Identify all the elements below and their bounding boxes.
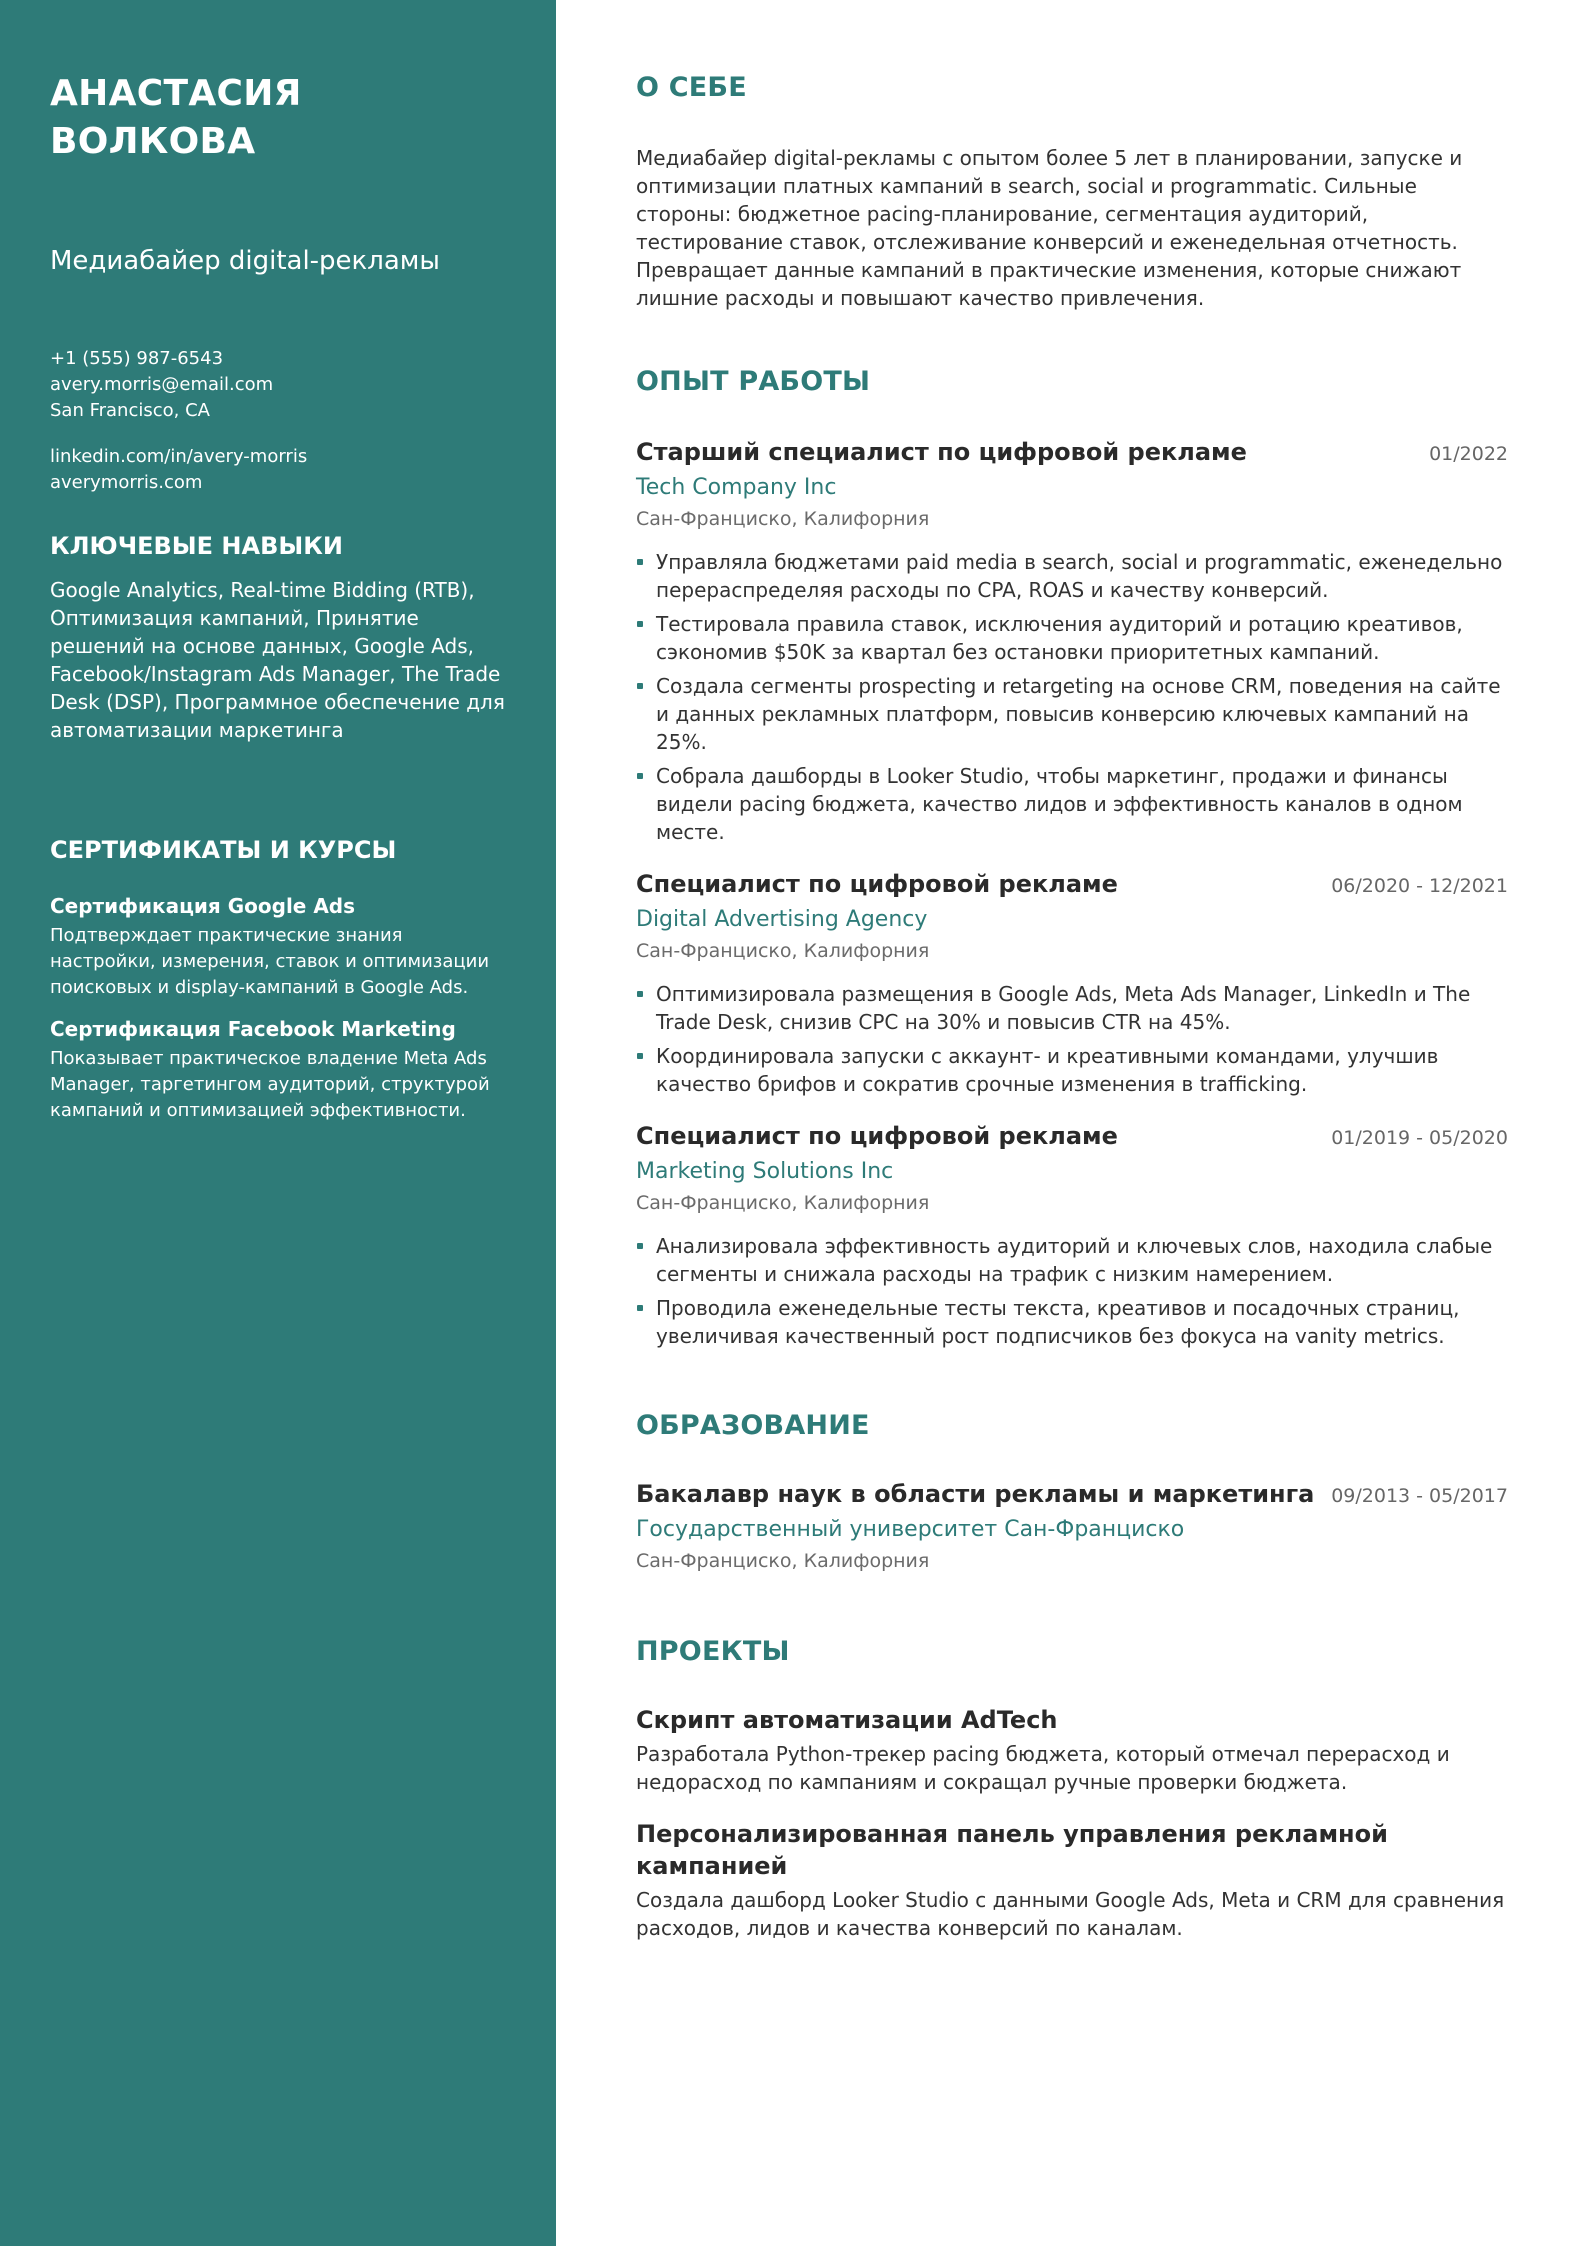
education-degree: Бакалавр наук в области рекламы и маркетинга	[636, 1480, 1315, 1508]
job-date: 06/2020 - 12/2021	[1331, 875, 1508, 897]
candidate-role: Медиабайер digital-рекламы	[50, 246, 440, 276]
main-content	[636, 70, 1508, 1942]
experience-heading: ОПЫТ РАБОТЫ	[636, 366, 871, 397]
contact-location: San Francisco, CA	[50, 400, 210, 421]
projects-heading: ПРОЕКТЫ	[636, 1636, 790, 1667]
job-title: Специалист по цифровой рекламе	[636, 870, 1118, 898]
job-date: 01/2022	[1429, 443, 1508, 465]
job-company: Digital Advertising Agency	[636, 907, 928, 932]
project-list	[636, 1704, 1508, 1942]
contact-linkedin[interactable]: linkedin.com/in/avery-morris	[50, 446, 308, 467]
job-bullet: Оптимизировала размещения в Google Ads, Meta Ads Manager, LinkedIn и The Trade Desk, снизив CPC на 30% и повысив CTR на 45%.	[636, 980, 1508, 1036]
skills-heading: КЛЮЧЕВЫЕ НАВЫКИ	[50, 532, 343, 560]
education-header	[636, 1478, 1508, 1510]
job-header	[636, 1120, 1508, 1152]
project-item	[636, 1704, 1508, 1796]
education-heading: ОБРАЗОВАНИЕ	[636, 1410, 870, 1441]
contact-links	[50, 444, 506, 496]
certs-heading: СЕРТИФИКАТЫ И КУРСЫ	[50, 836, 397, 864]
cert-description: Показывает практическое владение Meta Ads Manager, таргетингом аудиторий, структурой кампаний и оптимизацией эффективности.	[50, 1048, 490, 1121]
job-bullets	[636, 980, 1508, 1098]
job-header	[636, 868, 1508, 900]
job-date: 01/2019 - 05/2020	[1331, 1127, 1508, 1149]
cert-item	[50, 892, 506, 1001]
job-bullet: Управляла бюджетами paid media в search, social и programmatic, еженедельно перераспределяя расходы по CPA, ROAS и качеству конверсий.	[636, 548, 1508, 604]
job-bullet: Собрала дашборды в Looker Studio, чтобы маркетинг, продажи и финансы видели pacing бюджета, качество лидов и эффективность каналов в одном месте.	[636, 762, 1508, 846]
job-location: Сан-Франциско, Калифорния	[636, 940, 930, 962]
about-heading: О СЕБЕ	[636, 72, 747, 103]
education-entry	[636, 1478, 1508, 1576]
project-description: Создала дашборд Looker Studio с данными Google Ads, Meta и CRM для сравнения расходов, лидов и качества конверсий по каналам.	[636, 1888, 1505, 1940]
project-item	[636, 1818, 1508, 1942]
job-bullet: Тестировала правила ставок, исключения аудиторий и ротацию креативов, сэкономив $50K за квартал без остановки приоритетных кампаний.	[636, 610, 1508, 666]
job-bullet: Создала сегменты prospecting и retargeting на основе CRM, поведения на сайте и данных рекламных платформ, повысив конверсию ключевых кампаний на 25%.	[636, 672, 1508, 756]
project-title: Скрипт автоматизации AdTech	[636, 1706, 1058, 1734]
cert-item	[50, 1015, 506, 1124]
contact-phone: +1 (555) 987-6543	[50, 348, 224, 369]
education-school: Государственный университет Сан-Франциско	[636, 1517, 1185, 1542]
education-location: Сан-Франциско, Калифорния	[636, 1550, 930, 1572]
job-bullet: Проводила еженедельные тесты текста, креативов и посадочных страниц, увеличивая качественный рост подписчиков без фокуса на vanity metrics.	[636, 1294, 1508, 1350]
job-bullet: Координировала запуски с аккаунт- и креативными командами, улучшив качество брифов и сократив срочные изменения в trafficking.	[636, 1042, 1508, 1098]
job-title: Старший специалист по цифровой рекламе	[636, 438, 1247, 466]
candidate-name: АНАСТАСИЯ ВОЛКОВА	[50, 73, 302, 162]
job-company: Tech Company Inc	[636, 475, 837, 500]
job-list	[636, 436, 1508, 1350]
job-location: Сан-Франциско, Калифорния	[636, 1192, 930, 1214]
job-location: Сан-Франциско, Калифорния	[636, 508, 930, 530]
job-title: Специалист по цифровой рекламе	[636, 1122, 1118, 1150]
about-text: Медиабайер digital-рекламы с опытом более 5 лет в планировании, запуске и оптимизации платных кампаний в search, social и programmatic. Сильные стороны: бюджетное pacing-планирование, сегментация аудиторий, тестирование ставок, отслеживание конверсий и еженедельная отчетность. Превращает данные кампаний в практические изменения, которые снижают лишние расходы и повышают качество привлечения.	[636, 146, 1463, 310]
job-company: Marketing Solutions Inc	[636, 1159, 894, 1184]
job-entry	[636, 868, 1508, 1098]
contact-primary	[50, 346, 506, 424]
cert-title: Сертификация Google Ads	[50, 894, 356, 918]
cert-list	[50, 892, 506, 1124]
cert-title: Сертификация Facebook Marketing	[50, 1017, 456, 1041]
contact-info	[50, 346, 506, 496]
job-bullets	[636, 548, 1508, 846]
skills-text: Google Analytics, Real-time Bidding (RTB), Оптимизация кампаний, Принятие решений на основе данных, Google Ads, Facebook/Instagram Ads Manager, The Trade Desk (DSP), Программное обеспечение для автоматизации маркетинга	[50, 578, 505, 742]
education-date: 09/2013 - 05/2017	[1331, 1485, 1508, 1507]
job-header	[636, 436, 1508, 468]
project-title: Персонализированная панель управления рекламной кампанией	[636, 1820, 1388, 1880]
project-description: Разработала Python-трекер pacing бюджета, который отмечал перерасход и недорасход по кампаниям и сокращал ручные проверки бюджета.	[636, 1742, 1450, 1794]
job-bullet: Анализировала эффективность аудиторий и ключевых слов, находила слабые сегменты и снижала расходы на трафик с низким намерением.	[636, 1232, 1508, 1288]
contact-website[interactable]: averymorris.com	[50, 472, 203, 493]
contact-email[interactable]: avery.morris@email.com	[50, 374, 274, 395]
job-bullets	[636, 1232, 1508, 1350]
cert-description: Подтверждает практические знания настройки, измерения, ставок и оптимизации поисковых и display-кампаний в Google Ads.	[50, 925, 490, 998]
sidebar	[0, 0, 556, 2246]
job-entry	[636, 1120, 1508, 1350]
job-entry	[636, 436, 1508, 846]
